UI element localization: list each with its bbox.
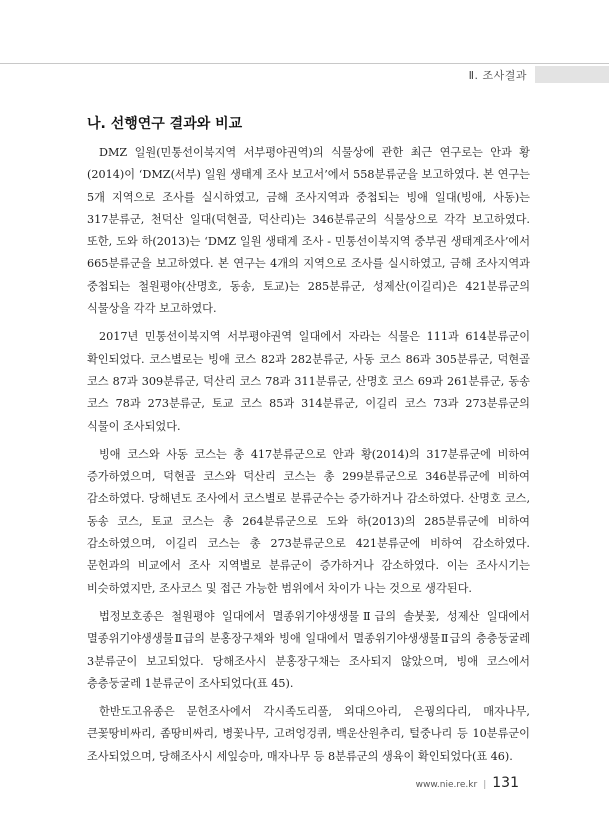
- header-rule: [0, 63, 609, 64]
- paragraph-prior-studies: DMZ 일원(민통선이북지역 서부평야권역)의 식물상에 관한 최근 연구로는 안과 황(2014)이 ‘DMZ(서부) 일원 생태계 조사 보고서’에서 558분류군을 보고하였다. 본 연구는 5개 지역으로 조사를 실시하였고, 금해 조사지역과 중첩되는 빙애 일대(빙애, 사동)는 317분류군, 천덕산 일대(덕현골, 덕산리)는 346분류군의 식물상으로 각각 보고하였다. 또한, 도와 하(2013)는 ‘DMZ 일원 생태계 조사 - 민통선이북지역 중부권 생태계조사’에서 665분류군을 보고하였다. 본 연구는 4개의 지역으로 조사를 실시하였고, 금해 조사지역과 중첩되는 철원평야(산명호, 동송, 토교)는 285분류군, 성제산(이길리)은 421분류군의 식물상을 각각 보고하였다.: [87, 146, 530, 316]
- footer-url: www.nie.re.kr: [415, 780, 478, 790]
- body-text: [87, 142, 530, 768]
- running-header-label: Ⅱ. 조사결과: [468, 69, 527, 82]
- page-footer: [416, 772, 519, 791]
- page-number: 131: [492, 775, 519, 791]
- section-title: 나. 선행연구 결과와 비교: [87, 116, 243, 132]
- footer-separator: |: [483, 780, 487, 790]
- paragraph-endemic-species: 한반도고유종은 문헌조사에서 각시족도리풀, 외대으아리, 은꿩의다리, 매자나무, 큰꽃땅비싸리, 좀땅비싸리, 병꽃나무, 고려엉겅퀴, 백운산원추리, 털중나리 등 10분류군이 조사되었으며, 당해조사시 세잎승마, 매자나무 등 8분류군의 생육이 확인되었다(표 46).: [87, 705, 530, 763]
- paragraph-protected-species: 법정보호종은 철원평야 일대에서 멸종위기야생생물Ⅱ급의 솔붓꽃, 성제산 일대에서 멸종위기야생생물Ⅱ급의 분홍장구채와 빙애 일대에서 멸종위기야생생물Ⅱ급의 층층둥굴레 3분류군이 보고되었다. 당해조사시 분홍장구채는 조사되지 않았으며, 빙애 코스에서 층층둥굴레 1분류군이 조사되었다(표 45).: [87, 609, 530, 690]
- paragraph-comparison: 빙애 코스와 사동 코스는 총 417분류군으로 안과 황(2014)의 317분류군에 비하여 증가하였으며, 덕현골 코스와 덕산리 코스는 총 299분류군으로 346분류군에 비하여 감소하였다. 당해년도 조사에서 코스별로 분류군수는 증가하거나 감소하였다. 산명호 코스, 동송 코스, 토교 코스는 총 264분류군으로 도와 하(2013)의 285분류군에 비하여 감소하였으며, 이길리 코스는 총 273분류군으로 421분류군에 비하여 감소하였다. 문헌과의 비교에서 조사 지역별로 분류군이 증가하거나 감소하였다. 이는 조사시기는 비슷하였지만, 조사코스 및 접근 가능한 범위에서 차이가 나는 것으로 생각된다.: [87, 447, 530, 595]
- paragraph-2017-survey: 2017년 민통선이북지역 서부평야권역 일대에서 자라는 식물은 111과 614분류군이 확인되었다. 코스별로는 빙애 코스 82과 282분류군, 사동 코스 86과 305분류군, 덕현골 코스 87과 309분류군, 덕산리 코스 78과 311분류군, 산명호 코스 69과 261분류군, 동송 코스 78과 273분류군, 토교 코스 85과 314분류군, 이길리 코스 73과 273분류군의 식물이 조사되었다.: [87, 330, 530, 433]
- header-tab-bar: [535, 66, 609, 83]
